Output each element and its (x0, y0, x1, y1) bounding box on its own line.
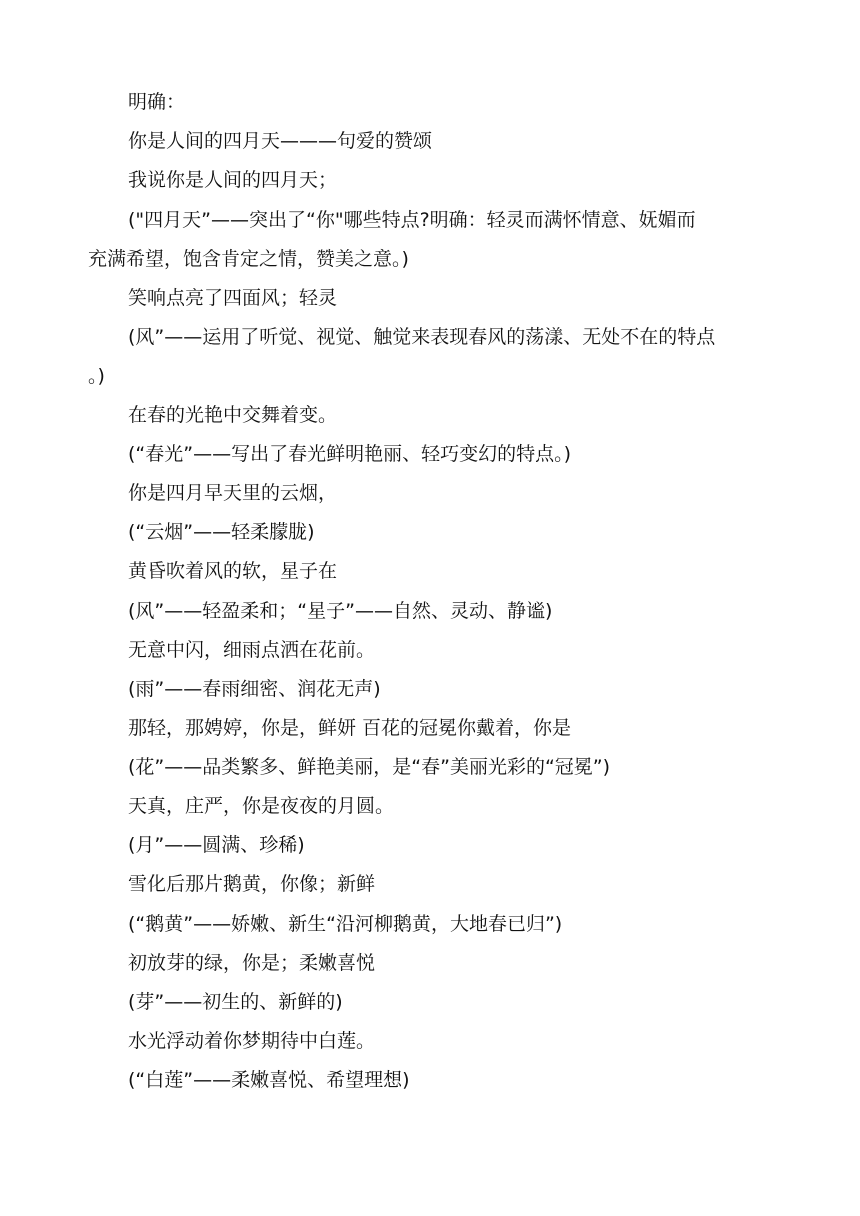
text-line: 水光浮动着你梦期待中白莲。 (128, 1030, 376, 1052)
text-line: 充满希望，饱含肯定之情，赞美之意。) (88, 248, 409, 270)
text-line: 你是四月早天里的云烟， (128, 482, 338, 504)
text-line: 无意中闪，细雨点洒在花前。 (128, 639, 376, 661)
text-line: 初放芽的绿，你是；柔嫩喜悦 (128, 952, 376, 974)
text-line: (“云烟”——轻柔朦胧) (128, 521, 315, 543)
text-line: 明确： (128, 91, 186, 113)
text-line: (花”——品类繁多、鲜艳美丽，是“春”美丽光彩的“冠冕”) (128, 756, 611, 778)
text-line: (“春光”——写出了春光鲜明艳丽、轻巧变幻的特点。) (128, 443, 572, 465)
text-line: (风”——轻盈柔和；“星子”——自然、灵动、静谧) (128, 600, 553, 622)
text-line: 你是人间的四月天———句爱的赞颂 (128, 130, 433, 152)
text-line: 雪化后那片鹅黄，你像；新鲜 (128, 873, 376, 895)
text-line: ("四月天”——突出了“你"哪些特点?明确：轻灵而满怀情意、妩媚而 (128, 209, 696, 231)
text-line: 我说你是人间的四月天； (128, 169, 338, 191)
text-line: 天真，庄严，你是夜夜的月圆。 (128, 795, 395, 817)
text-line: (“鹅黄”——娇嫩、新生“沿河柳鹅黄，大地春已归”) (128, 913, 563, 935)
text-line: 在春的光艳中交舞着变。 (128, 404, 338, 426)
text-line: 笑响点亮了四面风；轻灵 (128, 287, 338, 309)
text-line: (风”——运用了听觉、视觉、触觉来表现春风的荡漾、无处不在的特点 (128, 326, 716, 348)
text-line: 黄昏吹着风的软，星子在 (128, 560, 338, 582)
text-line: (雨”——春雨细密、润花无声) (128, 678, 381, 700)
text-line: 。) (88, 365, 105, 387)
text-line: (芽”——初生的、新鲜的) (128, 991, 343, 1013)
text-line: 那轻，那娉婷，你是，鲜妍 百花的冠冕你戴着，你是 (128, 717, 572, 739)
text-line: (月”——圆满、珍稀) (128, 834, 305, 856)
text-line: (“白莲”——柔嫩喜悦、希望理想) (128, 1069, 410, 1091)
